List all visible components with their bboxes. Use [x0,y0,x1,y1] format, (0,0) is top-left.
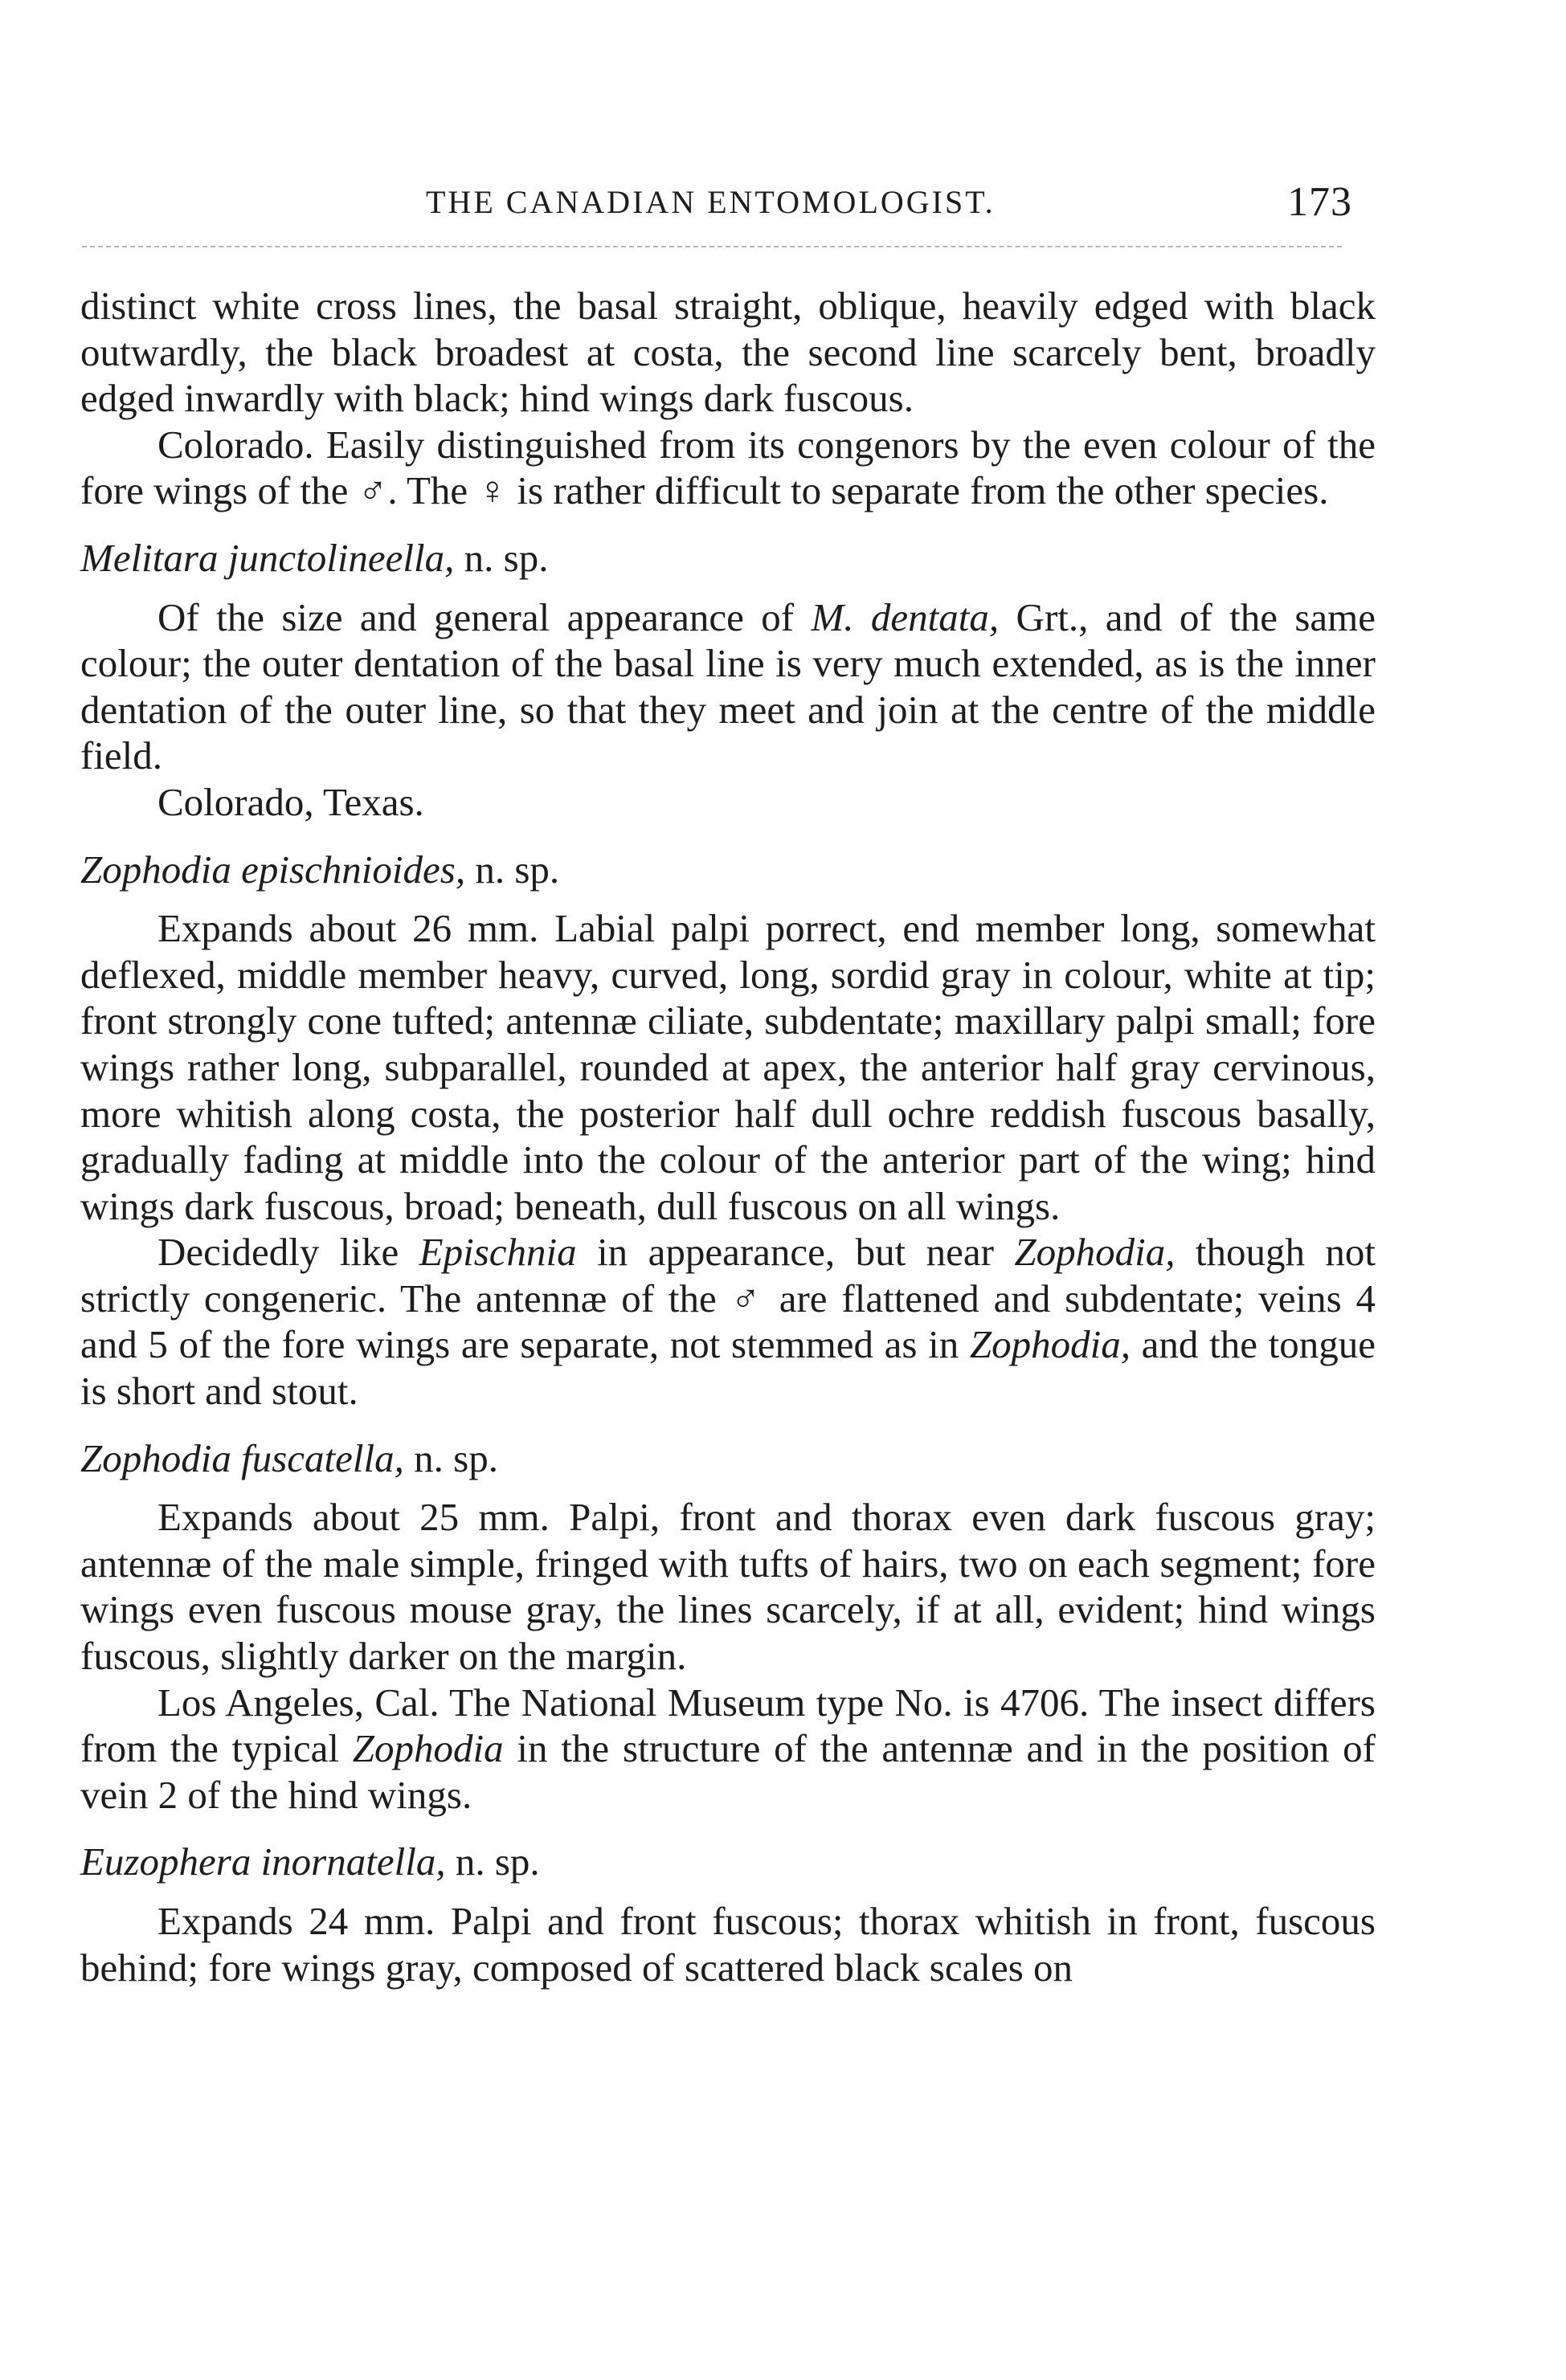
species-note: n. sp. [445,1839,540,1884]
paragraph-continued [80,283,1376,422]
species-note: n. sp. [403,1435,498,1480]
paragraph-inornatella-description [80,1898,1376,1990]
paragraph-text: Grt., and of the same colour; the outer dentation of the basal line is very much extended, as is the inner dentation of the outer line, so that they meet and join at the centre of the middle field. [80,594,1376,778]
species-name: Zophodia fuscatella, [80,1435,404,1480]
paragraph-text: Expands 24 mm. Palpi and front fuscous; thorax whitish in front, fuscous behind; fore wings gray, composed of scattered black scales on [80,1899,1376,1990]
running-title: THE CANADIAN ENTOMOLOGIST. [426,184,996,220]
italic-taxon: M. dentata, [811,594,1000,639]
paragraph-text: in the structure of the antennæ and in the position of vein 2 of the hind wings. [80,1726,1376,1817]
paragraph-text: Expands about 26 mm. Labial palpi porrect, end member long, somewhat deflexed, middle member heavy, curved, long, sordid gray in colour, white at tip; front strongly cone tufted; antennæ ciliate, subdentate; maxillary palpi small; fore wings rather long, subparallel, rounded at apex, the anterior half gray cervinous, more whitish along costa, the posterior half dull ochre reddish fuscous basally, gradually fading at middle into the colour of the anterior part of the wing; hind wings dark fuscous, broad; beneath, dull fuscous on all wings. [80,906,1376,1228]
species-name: Zophodia epischnioides, [80,847,466,892]
paragraph-epischnioides-description [80,905,1376,1229]
paragraph-text: in appearance, but near [576,1230,1015,1275]
species-heading-zophodia-epischnioides [80,847,1376,893]
paragraph-text: though not strictly congeneric. The antennæ of the ♂ are flattened and subdentate; veins 4 and 5 of the fore wings are separate, not stemmed as in [80,1230,1376,1367]
paragraph-text: Colorado. Easily distinguished from its congenors by the even colour of the fore wings of the ♂. The ♀ is rather difficult to separate from the other species. [80,422,1376,513]
paragraph-text: distinct white cross lines, the basal straight, oblique, heavily edged with black outwardly, the black broadest at costa, the second line scarcely bent, broadly edged inwardly with black; hind wings dark fuscous. [80,284,1376,421]
italic-taxon: Zophodia, [969,1322,1131,1367]
header-rule [82,246,1342,247]
paragraph-text: Los Angeles, Cal. The National Museum type No. is 4706. The insect differs from the typical [80,1680,1376,1771]
italic-taxon: Zophodia, [1014,1230,1176,1275]
italic-taxon: Epischnia [419,1230,577,1275]
paragraph-melitara-description [80,594,1376,779]
paragraph-text: Of the size and general appearance of [157,594,812,639]
running-head [0,178,1566,235]
paragraph-text: Expands about 25 mm. Palpi, front and thorax even dark fuscous gray; antennæ of the male simple, fringed with tufts of hairs, two on each segment; fore wings even fuscous mouse gray, the lines scarcely, if at all, evident; hind wings fuscous, slightly darker on the margin. [80,1495,1376,1679]
italic-taxon: Zophodia [352,1726,504,1771]
body-text [80,283,1376,1990]
species-heading-melitara-junctolineella [80,535,1376,582]
species-heading-euzophera-inornatella [80,1839,1376,1885]
paragraph-epischnioides-remarks [80,1229,1376,1414]
paragraph-text: Colorado, Texas. [157,779,424,824]
species-name: Euzophera inornatella, [80,1839,446,1884]
paragraph-fuscatella-description [80,1494,1376,1679]
paragraph-locality-colorado [80,422,1376,514]
species-heading-zophodia-fuscatella [80,1435,1376,1482]
species-name: Melitara junctolineella, [80,535,455,580]
page-number: 173 [1287,179,1352,225]
species-note: n. sp. [454,535,549,580]
species-note: n. sp. [465,847,560,892]
paragraph-fuscatella-remarks [80,1680,1376,1819]
paragraph-text: and the tongue is short and stout. [80,1322,1376,1414]
paragraph-text: Decidedly like [157,1230,419,1275]
paragraph-locality-colorado-texas [80,779,1376,826]
